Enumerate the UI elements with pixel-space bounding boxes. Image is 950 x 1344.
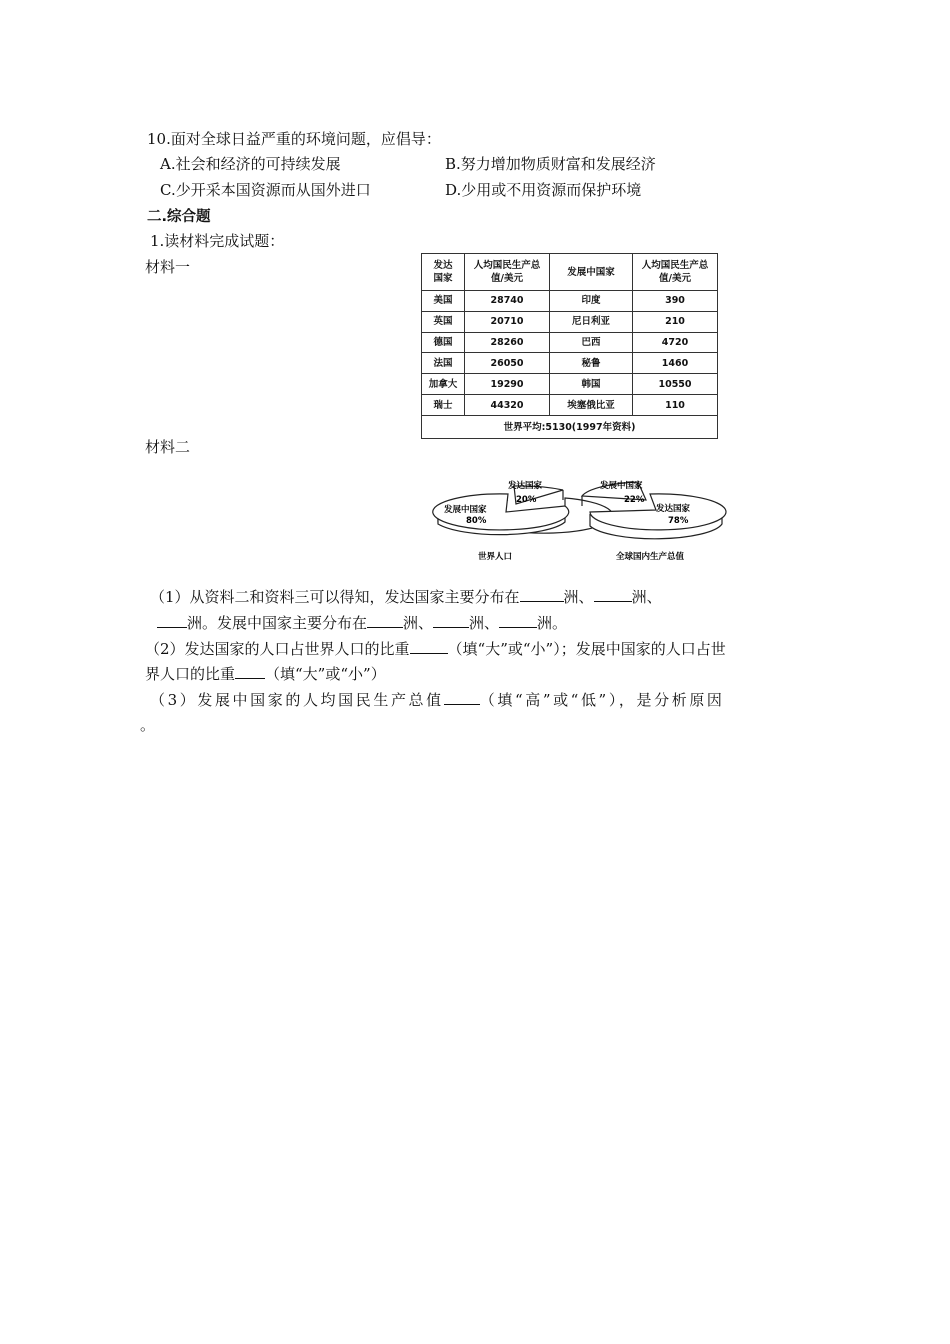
question-3-line-2: 。 bbox=[140, 716, 156, 734]
question-2-text-2: 界人口的比重 bbox=[145, 665, 236, 683]
developing-country: 巴西 bbox=[550, 332, 633, 353]
pie1-large-value: 80% bbox=[466, 516, 487, 526]
developed-gnp: 44320 bbox=[465, 395, 550, 416]
question-1-text: （1）从资料二和资料三可以得知，发达国家主要分布在 bbox=[150, 588, 520, 606]
q10-option-b: B.努力增加物质财富和发展经济 bbox=[445, 155, 656, 173]
question-2-text: （2）发达国家的人口占世界人口的比重 bbox=[145, 640, 410, 658]
developed-gnp: 26050 bbox=[465, 353, 550, 374]
answer-blank[interactable] bbox=[367, 612, 403, 628]
answer-blank[interactable] bbox=[520, 586, 564, 602]
developed-country: 德国 bbox=[422, 332, 465, 353]
developing-country: 埃塞俄比亚 bbox=[550, 395, 633, 416]
table-row bbox=[422, 353, 718, 374]
question-3-hint: （填“高”或“低”），是分析原因 bbox=[479, 691, 725, 709]
answer-blank[interactable] bbox=[444, 689, 480, 705]
q10-option-c: C.少开采本国资源而从国外进口 bbox=[160, 181, 371, 199]
answer-blank[interactable] bbox=[594, 586, 632, 602]
question-1-text-2: 洲。发展中国家主要分布在 bbox=[187, 614, 368, 632]
table-row bbox=[422, 332, 718, 353]
developing-gnp: 210 bbox=[633, 311, 718, 332]
developing-country: 韩国 bbox=[550, 374, 633, 395]
header-gnp: 人均国民生产总值/美元 bbox=[465, 254, 550, 291]
question-2-line-1 bbox=[145, 638, 726, 659]
continent-suffix: 洲、 bbox=[469, 614, 500, 632]
question-2-hint-2: （填“大”或“小”） bbox=[265, 665, 386, 683]
table-footer: 世界平均:5130(1997年资料) bbox=[422, 416, 718, 439]
developing-country: 印度 bbox=[550, 291, 633, 312]
question-3-text: （3）发展中国家的人均国民生产总值 bbox=[150, 691, 444, 709]
pie1-caption: 世界人口 bbox=[478, 552, 513, 562]
header-gnp-2: 人均国民生产总值/美元 bbox=[633, 254, 718, 291]
developing-gnp: 110 bbox=[633, 395, 718, 416]
table-row bbox=[422, 374, 718, 395]
header-developed: 发达国家 bbox=[422, 254, 465, 291]
answer-blank[interactable] bbox=[499, 612, 537, 628]
table-row bbox=[422, 395, 718, 416]
pie2-large-label: 发达国家 bbox=[656, 504, 691, 514]
q10-option-d: D.少用或不用资源而保护环境 bbox=[445, 181, 642, 199]
table-row bbox=[422, 311, 718, 332]
gnp-table bbox=[421, 253, 718, 439]
pie1-large-label: 发展中国家 bbox=[444, 505, 487, 515]
pie2-large-value: 78% bbox=[668, 516, 689, 526]
question-3-line-1 bbox=[150, 689, 725, 710]
table-row bbox=[422, 291, 718, 312]
pie-charts bbox=[430, 474, 730, 566]
answer-blank[interactable] bbox=[433, 612, 469, 628]
developed-country: 瑞士 bbox=[422, 395, 465, 416]
q1-stem: 1.读材料完成试题： bbox=[150, 232, 285, 250]
developed-country: 法国 bbox=[422, 353, 465, 374]
continent-suffix: 洲、 bbox=[631, 588, 662, 606]
q10-option-a: A.社会和经济的可持续发展 bbox=[160, 155, 341, 173]
pie1-small-value: 20% bbox=[516, 495, 537, 505]
continent-suffix: 洲。 bbox=[537, 614, 568, 632]
question-1-line-1 bbox=[150, 586, 662, 607]
developing-gnp: 10550 bbox=[633, 374, 718, 395]
question-2-line-2 bbox=[145, 663, 386, 684]
developed-gnp: 28740 bbox=[465, 291, 550, 312]
question-1-line-2 bbox=[157, 612, 567, 633]
answer-blank[interactable] bbox=[235, 663, 265, 679]
developed-country: 美国 bbox=[422, 291, 465, 312]
answer-blank[interactable] bbox=[410, 638, 448, 654]
question-2-hint: （填“大”或“小”）；发展中国家的人口占世 bbox=[447, 640, 726, 658]
developed-gnp: 28260 bbox=[465, 332, 550, 353]
continent-suffix: 洲、 bbox=[403, 614, 434, 632]
developing-country: 秘鲁 bbox=[550, 353, 633, 374]
pie1-small-label: 发达国家 bbox=[508, 481, 543, 491]
material-2-label: 材料二 bbox=[145, 438, 191, 456]
developing-gnp: 390 bbox=[633, 291, 718, 312]
developing-gnp: 1460 bbox=[633, 353, 718, 374]
answer-blank[interactable] bbox=[157, 612, 187, 628]
developed-country: 加拿大 bbox=[422, 374, 465, 395]
header-developing: 发展中国家 bbox=[550, 254, 633, 291]
q10-stem: 10.面对全球日益严重的环境问题，应倡导： bbox=[147, 130, 441, 148]
developing-country: 尼日利亚 bbox=[550, 311, 633, 332]
developed-gnp: 20710 bbox=[465, 311, 550, 332]
pie2-small-label: 发展中国家 bbox=[600, 481, 643, 491]
developing-gnp: 4720 bbox=[633, 332, 718, 353]
continent-suffix: 洲、 bbox=[563, 588, 594, 606]
developed-country: 英国 bbox=[422, 311, 465, 332]
pie2-small-value: 22% bbox=[624, 495, 645, 505]
material-1-label: 材料一 bbox=[145, 258, 191, 276]
section-title: 二.综合题 bbox=[147, 209, 211, 225]
developed-gnp: 19290 bbox=[465, 374, 550, 395]
pie2-caption: 全球国内生产总值 bbox=[616, 552, 685, 562]
